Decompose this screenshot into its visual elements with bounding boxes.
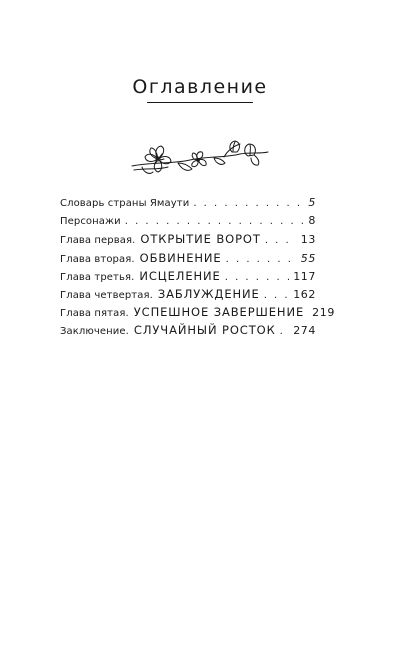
toc-entry[interactable] bbox=[60, 323, 316, 341]
toc-entry-page: 13 bbox=[300, 233, 316, 247]
toc-entry-chapter: СЛУЧАЙНЫЙ РОСТОК bbox=[133, 323, 276, 338]
toc-entry-chapter: УСПЕШНОЕ ЗАВЕРШЕНИЕ bbox=[133, 305, 305, 320]
toc-entry[interactable] bbox=[60, 196, 316, 214]
toc-entry-prefix: Заключение. bbox=[60, 326, 129, 338]
toc-entry[interactable] bbox=[60, 214, 316, 232]
toc-entry-page: 162 bbox=[293, 287, 316, 301]
table-of-contents bbox=[60, 196, 335, 342]
cherry-blossom-branch-icon bbox=[128, 132, 272, 192]
toc-entry-chapter: ИСЦЕЛЕНИЕ bbox=[139, 268, 221, 283]
toc-entry[interactable] bbox=[60, 269, 316, 287]
toc-entry-prefix: Персонажи bbox=[60, 216, 121, 228]
toc-entry-page: 117 bbox=[293, 269, 316, 283]
toc-entry-prefix: Глава вторая. bbox=[60, 253, 135, 265]
toc-entry-chapter: ОТКРЫТИЕ ВОРОТ bbox=[140, 232, 261, 247]
toc-entry-page: 274 bbox=[293, 324, 316, 338]
toc-entry-chapter: ЗАБЛУЖДЕНИЕ bbox=[157, 286, 260, 301]
toc-entry-page: 55 bbox=[300, 251, 316, 265]
toc-leader-dots bbox=[125, 216, 305, 227]
toc-leader-dots bbox=[193, 198, 304, 209]
toc-leader-dots bbox=[225, 272, 289, 283]
toc-entry-prefix: Глава первая. bbox=[60, 235, 136, 247]
toc-entry-chapter: ОБВИНЕНИЕ bbox=[139, 250, 222, 265]
toc-entry-prefix: Глава четвертая. bbox=[60, 289, 153, 301]
page-title: Оглавление bbox=[132, 76, 268, 98]
toc-entry-prefix: Словарь страны Ямаути bbox=[60, 198, 190, 209]
toc-leader-dots bbox=[264, 290, 290, 301]
title-underline bbox=[147, 102, 253, 103]
toc-leader-dots bbox=[280, 326, 290, 337]
toc-entry[interactable] bbox=[60, 232, 316, 250]
toc-entry-page: 219 bbox=[312, 306, 335, 320]
toc-entry-page: 8 bbox=[308, 214, 316, 228]
toc-entry[interactable] bbox=[60, 305, 335, 323]
toc-entry[interactable] bbox=[60, 251, 316, 269]
toc-entry-prefix: Глава третья. bbox=[60, 271, 135, 283]
toc-entry-page: 5 bbox=[308, 196, 316, 209]
toc-leader-dots bbox=[265, 235, 297, 246]
toc-entry[interactable] bbox=[60, 287, 316, 305]
toc-entry-prefix: Глава пятая. bbox=[60, 308, 129, 320]
toc-leader-dots bbox=[226, 254, 297, 265]
